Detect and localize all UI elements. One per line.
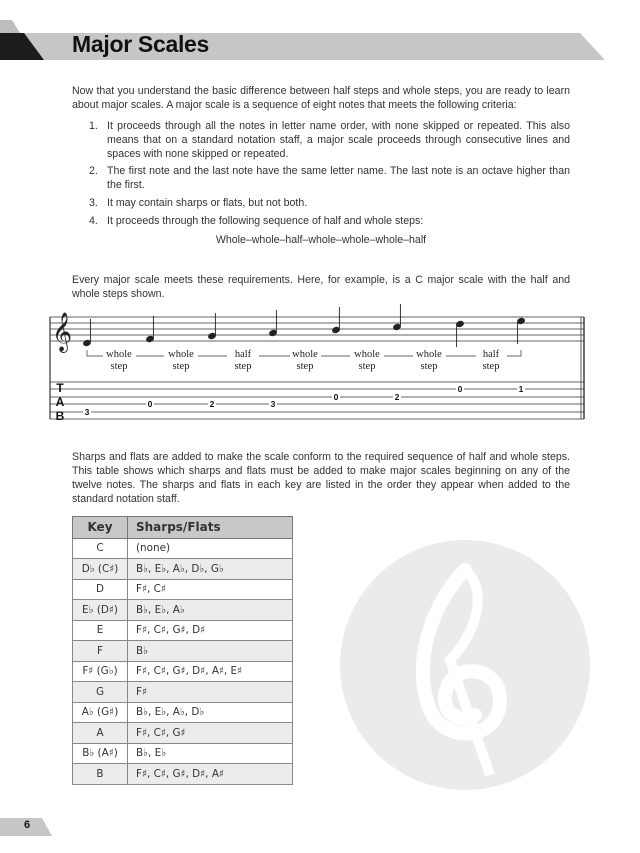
sharps-flats-cell: F♯, C♯, G♯, D♯ [128,620,293,641]
key-signature-table [72,516,293,785]
table-row [73,559,293,580]
step-sequence: Whole–whole–half–whole–whole–whole–half [215,233,427,246]
step-label: whole [106,348,132,360]
tab-fret-number: 1 [518,383,524,394]
sharps-flats-cell: B♭ [128,641,293,662]
list-text: It proceeds through all the notes in letter name order, with none skipped or repeated. This also means that on a standard notation staff, a major scale proceeds through consecutive lines and spaces with none skipped or repeated. [107,120,570,160]
step-label: step [234,360,252,372]
tab-fret-number: 0 [457,383,463,394]
table-row [73,702,293,723]
tab-clef [56,381,65,423]
list-number: 2. [89,165,98,178]
note-b [456,320,465,347]
list-number: 1. [89,120,98,132]
table-row [73,600,293,621]
tab-fret-number: 3 [84,406,90,417]
column-header-key: Key [73,516,128,538]
sharps-flats-cell: F♯ [128,682,293,703]
step-label: step [110,360,128,372]
tab-fret-number: 2 [394,391,400,402]
key-cell: G [73,682,128,703]
table-row [73,764,293,785]
list-text: The first note and the last note have the same letter name. The last note is an octave higher than the first. [107,165,570,192]
header-decoration [0,20,20,33]
list-item [72,120,570,161]
intro-paragraph: Now that you understand the basic difference between half steps and whole steps, you are ready to learn about major scales. A major scale is a sequence of eight notes that meets the following criteria: [72,85,570,111]
column-header-sharps-flats: Sharps/Flats [128,516,293,538]
sharps-flats-cell: F♯, C♯, G♯, D♯, A♯, E♯ [128,661,293,682]
criteria-list [72,120,570,229]
note-c-octave [517,317,526,344]
sharps-flats-cell: B♭, E♭, A♭, D♭ [128,702,293,723]
step-label: step [296,360,314,372]
list-item [72,215,570,229]
list-number: 3. [89,196,98,209]
tab-fret-number: 0 [333,391,339,402]
scale-notes [83,304,526,347]
step-label: step [482,360,500,372]
table-row [73,743,293,764]
step-label: whole [168,348,194,360]
tab-fret-number: 0 [147,398,153,409]
table-row [73,579,293,600]
key-cell: F♯ (G♭) [73,661,128,682]
step-labels [106,349,499,372]
key-cell: D [73,579,128,600]
page-number: 6 [24,819,31,831]
list-text: It may contain sharps or flats, but not both. [107,196,308,209]
key-cell: F [73,641,128,662]
sharps-flats-cell: B♭, E♭, A♭, D♭, G♭ [128,559,293,580]
table-row [73,661,293,682]
tab-letter: T [56,380,64,395]
c-major-scale-notation [0,303,640,428]
sharps-flats-cell: F♯, C♯, G♯, D♯, A♯ [128,764,293,785]
example-paragraph: Every major scale meets these requirements. Here, for example, is a C major scale with the half and whole steps shown. [72,273,570,300]
step-label: whole [292,348,318,360]
step-label: half [234,348,252,360]
key-cell: D♭ (C♯) [73,559,128,580]
sharps-flats-cell: F♯, C♯ [128,579,293,600]
key-cell: E♭ (D♯) [73,600,128,621]
step-label: step [358,360,376,372]
page-body [0,84,640,785]
key-cell: B♭ (A♯) [73,743,128,764]
tab-letter: A [55,394,65,409]
notation-staff [50,317,584,419]
sharps-flats-cell: B♭, E♭ [128,743,293,764]
step-label: step [420,360,438,372]
key-cell: A [73,723,128,744]
step-label: half [482,348,500,360]
sharps-flats-cell: (none) [128,538,293,559]
table-intro-paragraph: Sharps and flats are added to make the scale conform to the required sequence of half and whole steps. This table shows which sharps and flats must be added to make major scales beginning on any of the twelve notes. The sharps and flats in each key are listed in the order they appear when added to the standard notation staff. [72,450,570,505]
step-label: whole [416,348,442,360]
step-label: whole [354,348,380,360]
tab-fret-number: 3 [270,398,276,409]
key-cell: E [73,620,128,641]
key-cell: A♭ (G♯) [73,702,128,723]
sharps-flats-cell: F♯, C♯, G♯ [128,723,293,744]
table-row [73,723,293,744]
list-text: It proceeds through the following sequence of half and whole steps: [107,214,424,227]
tab-fret-number: 2 [209,398,215,409]
key-cell: C [73,538,128,559]
list-item [72,197,570,211]
table-row [73,641,293,662]
tab-letter: B [55,408,65,423]
list-number: 4. [89,214,98,227]
sharps-flats-cell: B♭, E♭, A♭ [128,600,293,621]
table-row [73,620,293,641]
step-label: step [172,360,190,372]
table-row [73,538,293,559]
key-cell: B [73,764,128,785]
treble-clef-icon: 𝄞 [52,311,73,352]
page-title: Major Scales [72,31,210,57]
list-item [72,165,570,193]
note-g [332,307,341,334]
table-row [73,682,293,703]
